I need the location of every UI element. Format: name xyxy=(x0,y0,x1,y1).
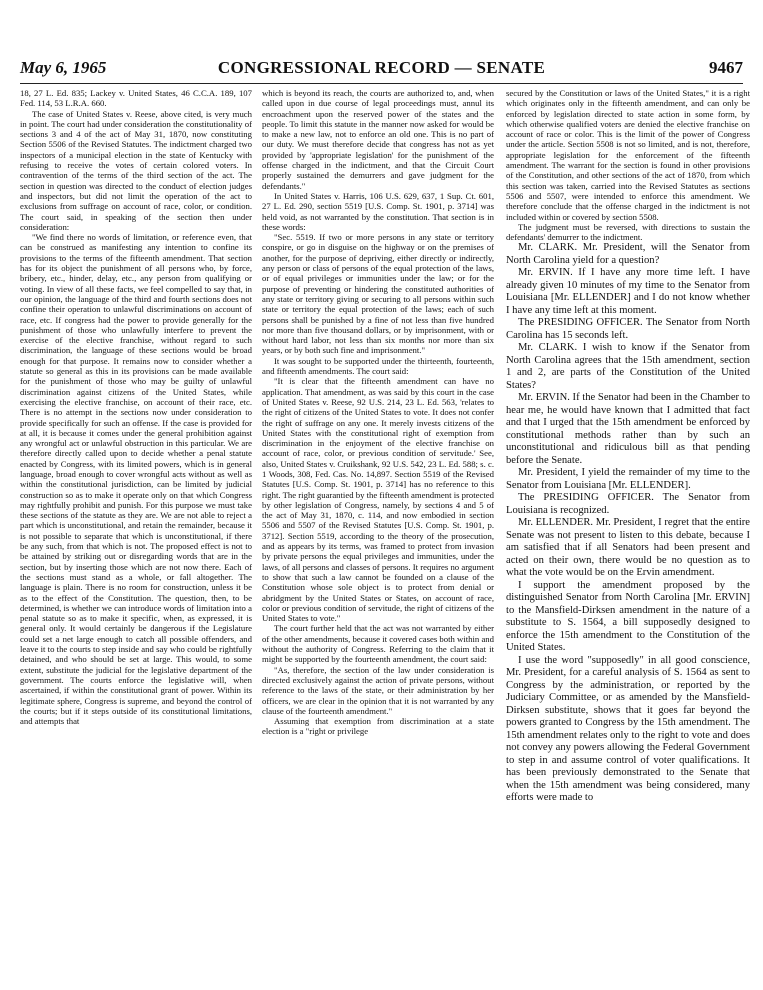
paragraph: secured by the Constitution or laws of the United States," it is a right which originates only in the fifteenth amendment, and can only be enforced by legislation directed to state action in some form, by which otherwise qualified voters are denied the elective franchise on account of race or color. This is the limit of the power of Congress under the article. Section 5508 is not so limited, and is not, therefore, appropriate legislation for the enforcement of the fifteenth amendment. The warrant for the section is found in other provisions of the Constitution, and other sections of the act of 1870, from which this section was taken, carried into the Revised Statutes as sections 5506 and 5507, were intended to enforce this amendment. We therefore conclude that the offense charged in the indictment is not included within or covered by section 5508. xyxy=(506,88,750,222)
paragraph: In United States v. Harris, 106 U.S. 629, 637, 1 Sup. Ct. 601, 27 L. Ed. 290, section 5519 [U.S. Comp. St. 1901, p. 3714] was held void, as not warranted by the constitution. That section is in these words: xyxy=(262,190,494,232)
paragraph: The case of United States v. Reese, above cited, is very much in point. The court had under consideration the constitutionality of sections 3 and 4 of the act of May 31, 1870, now constituting Section 5506 of the Revised Statutes. The indictment charged two inspectors of a municipal election in the state of Kentucky with refusing to receive the votes of certain colored voters. In contravention of the terms of the third section of the act. The section in question was directed to the conduct of election judges and inspectors, but did not limit the operation of the act to exclusions from suffrage on account of race, color, or condition. The court said, in speaking of the section then under consideration: xyxy=(20,108,252,232)
header-rule xyxy=(20,83,743,84)
speech-paragraph: I support the amendment proposed by the distinguished Senator from North Carolina [Mr. ERVIN] to the Mansfield-Dirksen amendment in the nature of a substitute to S. 1564, a bill supposedly designed to enforce the 15th amendment to the Constitution of the United States. xyxy=(506,579,750,654)
column-right xyxy=(506,88,750,983)
paragraph: which is beyond its reach, the courts are authorized to, and, when called upon in due course of legal proceedings must, annul its encroachment upon the reserved power of the states and the people. To limit this statute in the manner now asked for would be to make a new law, not to enforce an old one. This is no part of our duty. We must therefore decide that congress has not as yet provided by 'appropriate legislation' for the punishment of the offense charged in the indictment, and that the Circuit Court properly sustained the demurrers and gave judgment for the defendants." xyxy=(262,88,494,191)
quotation: "Sec. 5519. If two or more persons in any state or territory conspire, or go in disguise on the highway or on the premises of another, for the purpose of depriving, either directly or indirectly, any person or class of persons of the equal protection of the laws, or of equal privileges or immunities under the law; or for the purpose of preventing or hindering the constituted authorities of any state or territory giving or securing to all persons within such state or territory the equal protection of the laws; each of such persons shall be punished by a fine of not less than five hundred nor more than five thousand dollars, or by imprisonment, with or without hard labor, not less than six months nor more than six years, or by both such fine and imprisonment." xyxy=(262,232,494,356)
paragraph: 18, 27 L. Ed. 835; Lackey v. United States, 46 C.C.A. 189, 107 Fed. 114, 53 L.R.A. 660. xyxy=(20,88,252,109)
speech-paragraph: Mr. ERVIN. If the Senator had been in the Chamber to hear me, he would have known that I admitted that fact and that I urged that the 15th amendment be enforced by constitutional methods rather than by such an unconstitutional and ridiculous bill as that pending before the Senate. xyxy=(506,392,750,466)
paragraph: It was sought to be supported under the thirteenth, fourteenth, and fifteenth amendments. The court said: xyxy=(262,355,494,377)
column-middle xyxy=(262,88,494,983)
speech-paragraph: Mr. ERVIN. If I have any more time left. I have already given 10 minutes of my time to the Senator from Louisiana [Mr. ELLENDER] and I do not know whether I have any time left at this moment. xyxy=(506,267,750,316)
speech-paragraph: The PRESIDING OFFICER. The Senator from Louisiana is recognized. xyxy=(506,492,750,516)
issue-date: May 6, 1965 xyxy=(20,58,107,77)
page-number: 9467 xyxy=(709,58,743,77)
paragraph: The judgment must be reversed, with directions to sustain the defendants' demurrer to the indictment. xyxy=(506,221,750,243)
column-left xyxy=(20,88,252,983)
speech-paragraph: Mr. ELLENDER. Mr. President, I regret that the entire Senate was not present to listen to this debate, because I am satisfied that if all Senators had been present and acted on their own, there would be no question as to what the vote would be on the Ervin amendment. xyxy=(506,517,750,579)
speech-paragraph: I use the word "supposedly" in all good conscience, Mr. President, for a careful analysis of S. 1564 as sent to Congress by the administration, or reported by the Judiciary Committee, or as amended by the Mansfield-Dirksen substitute, shows that it goes far beyond the powers granted to Congress by the 15th amendment. The 15th amendment relates only to the right to vote and does not convey any powers allowing the Federal Government to step in and assume control of voter qualifications. It has been previously demonstrated to the Senate that when the 15th amendment was being considered, many efforts were made to xyxy=(506,654,750,804)
publication-title: CONGRESSIONAL RECORD — SENATE xyxy=(217,58,546,77)
quotation: "It is clear that the fifteenth amendment can have no application. That amendment, as was said by this court in the case of United States v. Reese, 92 U.S. 214, 23 L. Ed. 563, 'relates to the right of citizens of the United States to vote. It does not confer the right of suffrage on any one. It merely invests citizens of the United States with the constitutional right of exemption from discrimination in the enjoyment of the elective franchise on account of race, color, or previous condition of servitude.' See, also, United States v. Cruikshank, 92 U.S. 542, 23 L. Ed. 588; s. c. 1 Woods, 308, Fed. Cas. No. 14,897. Section 5519 of the Revised Statutes [U.S. Comp. St. 1901, p. 3714] has no reference to this right. The right guarantied by the fifteenth amendment is protected by other legislation of Congress, namely, by sections 4 and 5 of the act of May 31, 1870, c. 114, and now embodied in section 5506 and 5507 of the Revised Statutes [U.S. Comp. St. 1901, p. 3712]. Section 5519, according to the theory of the prosecution, and as appears by its terms, was framed to protect from invasion by private persons the equal privileges and immunities, under the laws, of all persons and classes of persons. It requires no argument to show that such a law cannot be founded on a clause of the Constitution whose sole object is to protect from denial or abridgment by the United States or States, on account of race, color or previous condition of servitude, the right of citizens of the United States to vote." xyxy=(262,376,494,624)
page-header xyxy=(20,58,743,84)
speech-paragraph: Mr. President, I yield the remainder of my time to the Senator from Louisiana [Mr. ELLENDER]. xyxy=(506,467,750,491)
floor-debate xyxy=(506,242,750,805)
quotation: "As, therefore, the section of the law under consideration is directed exclusively against the action of private persons, without reference to the laws of the state, or their administration by her officers, we are clear in the opinion that it is not warranted by any clause of the fourteenth amendment." xyxy=(262,664,494,716)
paragraph: Assuming that exemption from discrimination at a state election is a "right or privilege xyxy=(262,716,494,737)
speech-paragraph: Mr. CLARK. Mr. President, will the Senator from North Carolina yield for a question? xyxy=(506,242,750,266)
speech-paragraph: The PRESIDING OFFICER. The Senator from North Carolina has 15 seconds left. xyxy=(506,317,750,341)
paragraph: The court further held that the act was not warranted by either of the other amendments, because it covered cases both within and without the authority of Congress. Referring to the claim that it might be supported by the fourteenth amendment, the court said: xyxy=(262,623,494,665)
speech-paragraph: Mr. CLARK. I wish to know if the Senator from North Carolina agrees that the 15th amendment, section 1 and 2, are parts of the Constitution of the United States? xyxy=(506,342,750,391)
quotation: "We find there no words of limitation, or reference even, that can be construed as manifesting any intention to confine its provisions to the terms of the fifteenth amendment. That section has for its object the punishment of all persons who, by force, bribery, etc., hinder, delay, etc., any person from qualifying or voting. In view of all these facts, we feel compelled to say that, in our opinion, the language of the third and fourth sections does not confine their operation to unlawful discriminations on account of race, etc. If congress had the power to provide generally for the punishment of those who unlawfully interfere to prevent the exercise of the elective franchise, without regard to such discrimination, the language of these sections would be broad enough for that purpose. It remains now to consider whether a statute so general as this in its provisions can be made available for the punishment of those who may be guilty of unlawful discrimination against citizens of the United States, while exercising the elective franchise, on account of their race, etc. There is no attempt in the sections now under consideration to provide specifically for such an offense. If the case is provided for at all, it is because it comes under the general prohibition against any wrongful act or unlawful obstruction in this particular. We are therefore directly called upon to decide whether a penal statute enacted by Congress, with its limited powers, which is in general language, broad enough to cover wrongful acts without as well as within the constitutional jurisdiction, can be limited by judicial construction so as to make it operate only on that which Congress may rightfully prohibit and punish. For this purpose we must take these sections of the statute as they are. We are not able to reject a part which is unconstitutional, and retain the remainder, because it is not possible to separate that which is unconstitutional, if there be any such, from that which is not. The proposed effect is not to be attained by striking out or disregarding words that are in the section, but by inserting those which are not now there. Each of the sections must stand as a whole, or fall altogether. The language is plain. There is no room for construction, unless it be as to the effect of the Constitution. The question, then, to be determined, is whether we can introduce words of limitation into a penal statute so as to make it specific, when, as expressed, it is general only. It would certainly be dangerous if the Legislature could set a net large enough to catch all possible offenders, and leave it to the courts to step inside and say who could be rightfully detained, and who should be set at large. This would, to some extent, substitute the judicial for the legislative department of the government. The courts enforce the legislative will, when ascertained, if within the constitutional grant of power. Within its legitimate sphere, Congress is supreme, and beyond the control of the courts; but if it steps outside of its constitutional limitations, and attempts that xyxy=(20,232,252,727)
